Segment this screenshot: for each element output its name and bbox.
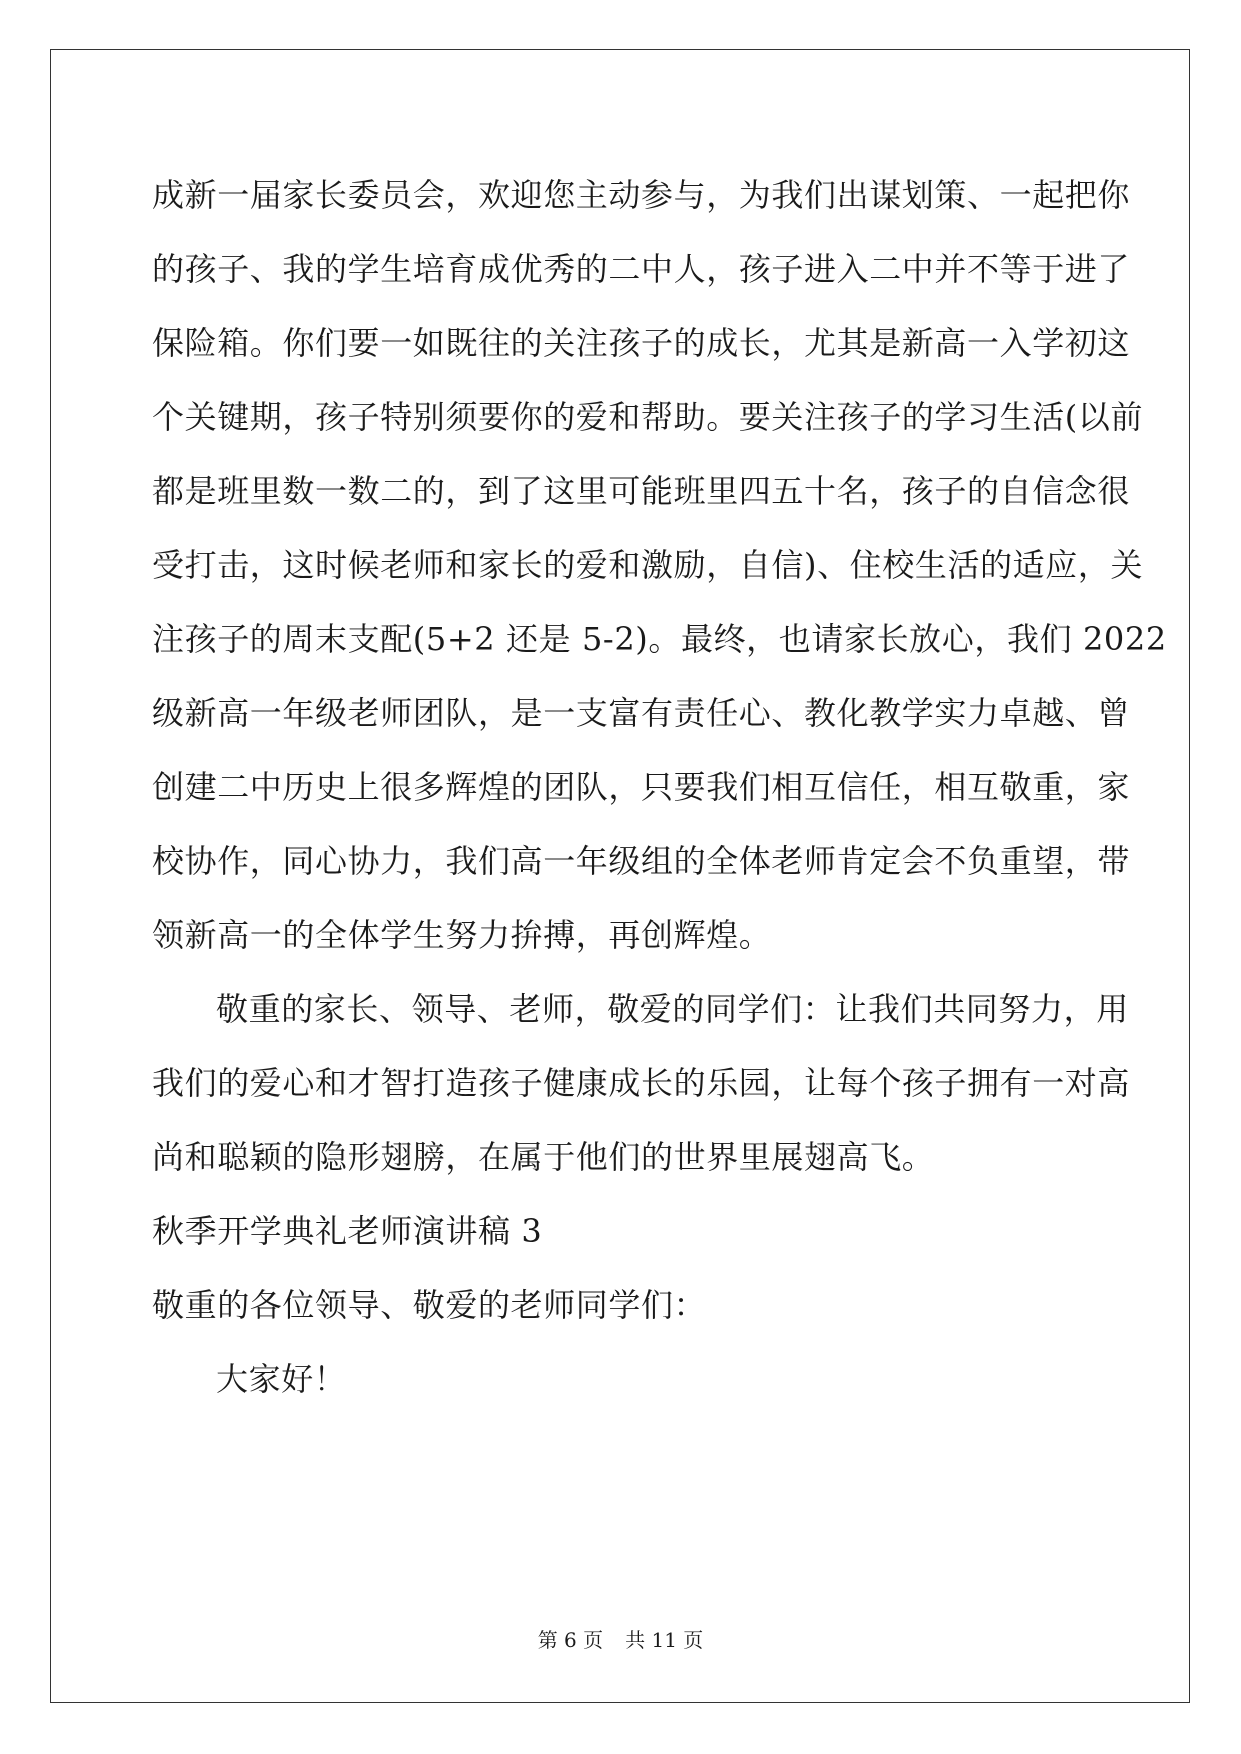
text-line: 个关键期，孩子特别须要你的爱和帮助。要关注孩子的学习生活(以前 bbox=[152, 398, 1144, 436]
text-line: 尚和聪颖的隐形翅膀，在属于他们的世界里展翅高飞。 bbox=[152, 1138, 935, 1176]
greeting: 大家好！ bbox=[216, 1360, 347, 1398]
paragraph-2 bbox=[152, 972, 1131, 1194]
section-title: 秋季开学典礼老师演讲稿 3 bbox=[152, 1212, 543, 1250]
paragraph-1 bbox=[152, 158, 1167, 972]
text-line: 校协作，同心协力，我们高一年级组的全体老师肯定会不负重望，带 bbox=[152, 842, 1131, 880]
text-line: 敬重的家长、领导、老师，敬爱的同学们：让我们共同努力，用 bbox=[216, 990, 1129, 1028]
page-total: 共 11 页 bbox=[625, 1628, 704, 1652]
text-line: 成新一届家长委员会，欢迎您主动参与，为我们出谋划策、一起把你 bbox=[152, 176, 1131, 214]
salutation: 敬重的各位领导、敬爱的老师同学们： bbox=[152, 1286, 707, 1324]
text-line: 创建二中历史上很多辉煌的团队，只要我们相互信任，相互敬重，家 bbox=[152, 768, 1131, 806]
text-line: 领新高一的全体学生努力拚搏，再创辉煌。 bbox=[152, 916, 772, 954]
text-line: 我们的爱心和才智打造孩子健康成长的乐园，让每个孩子拥有一对高 bbox=[152, 1064, 1131, 1102]
text-line: 注孩子的周末支配(5+2 还是 5-2)。最终，也请家长放心，我们 2022 bbox=[152, 620, 1167, 658]
text-line: 保险箱。你们要一如既往的关注孩子的成长，尤其是新高一入学初这 bbox=[152, 324, 1131, 362]
text-line: 的孩子、我的学生培育成优秀的二中人，孩子进入二中并不等于进了 bbox=[152, 250, 1131, 288]
text-line: 级新高一年级老师团队，是一支富有责任心、教化教学实力卓越、曾 bbox=[152, 694, 1131, 732]
document-body bbox=[152, 158, 1167, 1416]
text-line: 都是班里数一数二的，到了这里可能班里四五十名，孩子的自信念很 bbox=[152, 472, 1131, 510]
text-line: 受打击，这时候老师和家长的爱和激励，自信)、住校生活的适应，关 bbox=[152, 546, 1144, 584]
page-footer bbox=[0, 1627, 1241, 1653]
page-number: 第 6 页 bbox=[537, 1628, 604, 1652]
